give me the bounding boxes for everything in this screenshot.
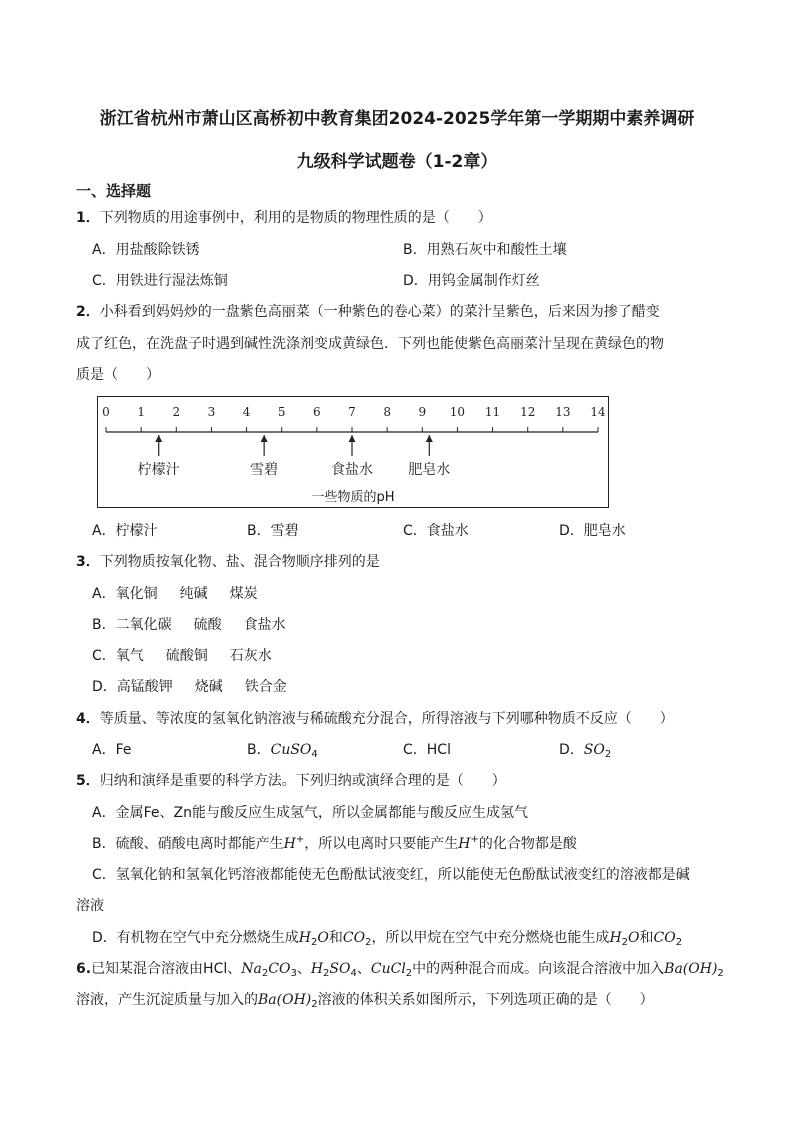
ph-tick-label: 0 (102, 405, 110, 419)
option-text: ，所以电离时只要能产生 (304, 836, 459, 852)
q1-option-d[interactable]: D．用钨金属制作灯丝 (403, 273, 540, 289)
question-3 (76, 551, 380, 571)
question-6-line2 (76, 989, 654, 1010)
ph-marker-arrowhead (155, 435, 162, 442)
option-item: 铁合金 (244, 679, 287, 695)
ph-tick-label: 8 (383, 405, 391, 419)
q4-option-a[interactable]: A．Fe (92, 742, 132, 758)
formula: Na (241, 961, 262, 977)
q5-option-c-cont: 溶液 (76, 898, 104, 914)
ph-marker-label: 雪碧 (250, 462, 279, 478)
ph-tick-label: 14 (590, 405, 606, 419)
question-text-line2: 成了红色，在洗盘子时遇到碱性洗涤剂变成黄绿色．下列也能使紫色高丽菜汁呈现在黄绿色的物 (76, 336, 664, 352)
q1-option-c[interactable]: C．用铁进行湿法炼铜 (92, 273, 228, 289)
formula: SO (583, 742, 605, 758)
formula: CuCl (370, 961, 406, 977)
option-text: ，所以甲烷在空气中充分燃烧也能生成 (371, 930, 610, 946)
question-number: 5． (76, 773, 100, 789)
formula: Ba(OH) (258, 992, 312, 1008)
option-letter: B． (247, 742, 271, 758)
formula-superscript: + (470, 834, 479, 845)
q5-option-a[interactable]: A．金属Fe、Zn能与酸反应生成氢气，所以金属都能与酸反应生成氢气 (92, 805, 528, 821)
formula-subscript: 2 (675, 937, 683, 948)
ph-marker-label: 肥皂水 (408, 462, 451, 478)
section-heading: 一、选择题 (76, 182, 152, 200)
question-4 (76, 708, 674, 728)
formula-superscript: + (295, 834, 305, 845)
ph-marker-label: 食盐水 (331, 462, 373, 478)
chart-title: 一些物质的pH (311, 490, 395, 505)
formula-subscript: 2 (604, 749, 612, 760)
option-item: 硫酸铜 (165, 648, 208, 664)
ph-marker-arrowhead (349, 435, 356, 442)
q3-option-d[interactable] (92, 676, 287, 696)
formula: H (283, 836, 296, 852)
ph-tick-label: 9 (418, 405, 427, 419)
question-2 (76, 301, 660, 321)
ph-tick-label: 10 (449, 405, 466, 419)
option-item: A．氧化铜 (92, 586, 158, 602)
q3-option-a[interactable] (92, 583, 258, 603)
option-letter: D． (559, 742, 584, 758)
option-item: 硫酸 (193, 617, 222, 633)
option-item: 食盐水 (243, 617, 286, 633)
formula: H (310, 961, 324, 977)
formula-subscript: 2 (323, 968, 330, 979)
ph-tick-label: 1 (137, 405, 145, 419)
formula: O (317, 930, 329, 946)
formula: Ba(OH) (664, 961, 718, 977)
question-text: 下列物质的用途事例中，利用的是物质的物理性质的是（ ） (99, 210, 492, 226)
option-text: D．有机物在空气中充分燃烧生成 (92, 930, 299, 946)
ph-tick-label: 6 (313, 405, 321, 419)
ph-marker-label: 柠檬汁 (137, 462, 180, 478)
ph-tick-label: 13 (555, 405, 571, 419)
formula: CO (268, 961, 291, 977)
formula-subscript: 4 (350, 968, 357, 979)
formula: CuSO (270, 742, 312, 758)
option-item: 石灰水 (229, 648, 272, 664)
option-item: C．氧气 (92, 648, 144, 664)
q4-option-c[interactable]: C．HCl (403, 742, 451, 758)
option-text: 和 (639, 930, 654, 946)
formula: SO (329, 961, 351, 977)
question-1 (76, 207, 492, 227)
q3-option-c[interactable] (92, 645, 272, 665)
formula-subscript: 2 (717, 968, 724, 979)
q4-option-d[interactable] (559, 739, 611, 760)
ph-chart (97, 396, 609, 508)
ph-tick-label: 11 (484, 405, 501, 419)
option-text: 和 (328, 930, 343, 946)
option-item: 烧碱 (194, 679, 223, 695)
question-text: 、 (296, 961, 311, 977)
question-6 (76, 958, 724, 979)
question-text-line1: 小科看到妈妈炒的一盘紫色高丽菜（一种紫色的卷心菜）的菜汁呈紫色，后来因为掺了醋变 (99, 304, 660, 320)
question-text: 、 (356, 961, 371, 977)
question-text: 已知某混合溶液由HCl、 (91, 961, 242, 977)
formula: CO (653, 930, 676, 946)
question-text: 等质量、等浓度的氢氧化钠溶液与稀硫酸充分混合，所得溶液与下列哪种物质不反应（ ） (99, 711, 674, 727)
ph-tick-label: 3 (207, 405, 216, 419)
q2-option-b[interactable]: B．雪碧 (247, 523, 299, 539)
formula-subscript: 2 (365, 937, 372, 948)
q5-option-b[interactable] (92, 833, 577, 853)
formula: H (298, 930, 311, 946)
option-text: B．硫酸、硝酸电离时都能产生 (92, 836, 284, 852)
option-item: D．高锰酸钾 (92, 679, 173, 695)
option-item: B．二氧化碳 (92, 617, 172, 633)
question-text: 下列物质按氧化物、盐、混合物顺序排列的是 (99, 554, 380, 570)
question-number: 1． (76, 210, 100, 226)
option-text: 的化合物都是酸 (478, 836, 577, 852)
formula-subscript: 2 (311, 999, 318, 1010)
formula-subscript: 2 (621, 937, 629, 948)
question-5 (76, 770, 506, 790)
question-number: 4． (76, 711, 100, 727)
formula: CO (342, 930, 366, 946)
q1-option-b[interactable]: B．用熟石灰中和酸性土壤 (403, 242, 567, 258)
q4-option-b[interactable] (247, 739, 318, 760)
page-title-line2: 九级科学试题卷（1-2章） (296, 152, 498, 172)
q2-option-d[interactable]: D．肥皂水 (559, 523, 626, 539)
q5-option-d[interactable] (92, 927, 682, 948)
option-item: 煤炭 (229, 586, 258, 602)
question-text: 中的两种混合而成。向该混合溶液中加入 (412, 961, 665, 977)
q1-option-a[interactable]: A．用盐酸除铁锈 (92, 242, 200, 258)
question-text: 归纳和演绎是重要的科学方法。下列归纳或演绎合理的是（ ） (99, 773, 506, 789)
ph-tick-label: 4 (242, 405, 251, 419)
question-text: 溶液的体积关系如图所示，下列选项正确的是（ ） (317, 992, 654, 1008)
formula-subscript: 3 (290, 968, 297, 979)
formula: H (609, 930, 622, 946)
formula: H (458, 836, 471, 852)
ph-tick-label: 12 (520, 405, 536, 419)
formula-subscript: 2 (261, 968, 269, 979)
question-text: 溶液，产生沉淀质量与加入的 (76, 992, 258, 1008)
question-number: 2． (76, 304, 100, 320)
ph-tick-label: 7 (348, 405, 356, 419)
q3-option-b[interactable] (92, 614, 286, 634)
q2-option-a[interactable]: A．柠檬汁 (92, 523, 158, 539)
page-title-line1: 浙江省杭州市萧山区高桥初中教育集团2024-2025学年第一学期期中素养调研 (99, 109, 695, 129)
q5-option-c[interactable]: C．氢氧化钠和氢氧化钙溶液都能使无色酚酞试液变红，所以能使无色酚酞试液变红的溶液都是碱 (92, 867, 690, 883)
question-number: 3． (76, 554, 100, 570)
formula-subscript: 4 (311, 749, 318, 760)
formula-subscript: 2 (311, 937, 318, 948)
ph-tick-label: 2 (172, 405, 181, 419)
question-number: 6. (76, 961, 92, 977)
option-item: 纯碱 (179, 586, 208, 602)
ph-marker-arrowhead (261, 435, 268, 442)
ph-tick-label: 5 (277, 405, 286, 419)
formula: O (628, 930, 640, 946)
q2-option-c[interactable]: C．食盐水 (403, 523, 469, 539)
question-text-line3: 质是（ ） (76, 367, 160, 383)
formula-subscript: 2 (405, 968, 413, 979)
ph-marker-arrowhead (426, 435, 433, 442)
